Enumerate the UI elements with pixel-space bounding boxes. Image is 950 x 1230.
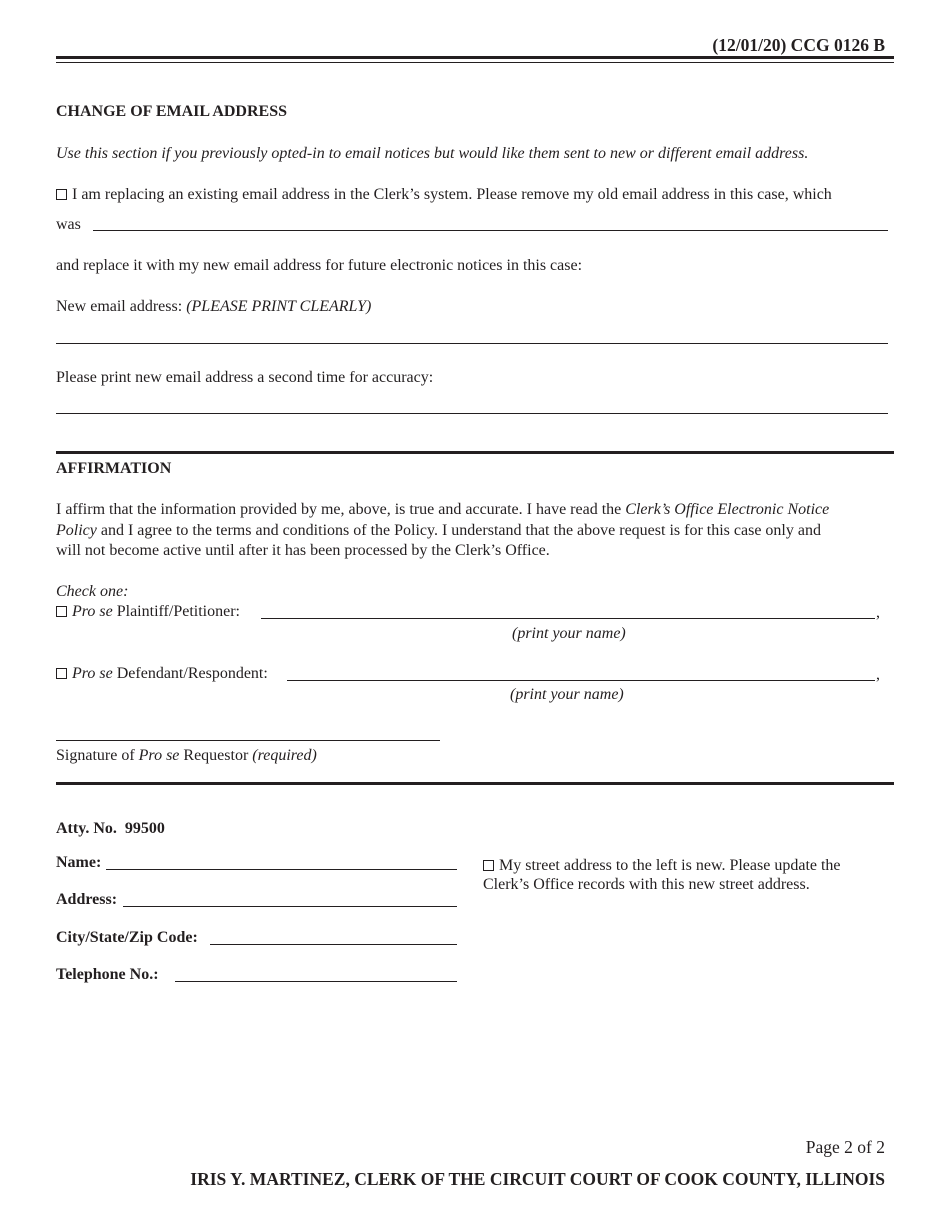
clerk-footer: IRIS Y. MARTINEZ, CLERK OF THE CIRCUIT COURT OF COOK COUNTY, ILLINOIS <box>190 1169 885 1189</box>
affirmation-text-part: and I agree to the terms and conditions of the Policy. I understand that the above request is for this case only and <box>96 521 821 539</box>
pro-se-label: Pro se <box>72 665 113 682</box>
signature-label-part: Pro se <box>138 747 180 764</box>
signature-label-part: Signature of <box>56 747 139 764</box>
plaintiff-row <box>56 604 240 620</box>
city-field[interactable] <box>210 944 457 945</box>
signature-label-part: (required) <box>252 747 317 764</box>
affirmation-text-part: will not become active until after it has been processed by the Clerk’s Office. <box>56 542 550 559</box>
atty-no-value: 99500 <box>124 820 165 837</box>
header-rule-thick <box>56 56 894 59</box>
was-label: was <box>56 216 81 233</box>
name-label: Name: <box>56 854 102 871</box>
name-field[interactable] <box>106 869 457 870</box>
section-rule-2 <box>56 782 894 785</box>
signature-label <box>56 748 317 764</box>
defendant-name-field[interactable] <box>287 680 875 681</box>
confirm-email-label: Please print new email address a second time for accuracy: <box>56 369 434 386</box>
replace-email-row <box>56 187 832 203</box>
policy-name-part: Clerk’s Office Electronic Notice <box>625 501 830 518</box>
street-address-text: My street address to the left is new. Please update the <box>499 857 841 874</box>
plaintiff-name-field[interactable] <box>261 618 875 619</box>
new-email-label-row <box>56 299 371 315</box>
city-label: City/State/Zip Code: <box>56 929 198 946</box>
signature-label-part: Requestor <box>179 747 253 764</box>
plaintiff-checkbox[interactable] <box>56 606 67 617</box>
change-email-instruction: Use this section if you previously opted-in to email notices but would like them sent to new or different email address. <box>56 145 809 162</box>
atty-no-row <box>56 821 165 837</box>
change-email-heading: CHANGE OF EMAIL ADDRESS <box>56 103 287 120</box>
replace-email-checkbox[interactable] <box>56 189 67 200</box>
address-field[interactable] <box>123 906 457 907</box>
section-rule-1 <box>56 451 894 454</box>
new-email-note: (PLEASE PRINT CLEARLY) <box>186 298 372 315</box>
defendant-print-hint: (print your name) <box>510 686 624 703</box>
telephone-label: Telephone No.: <box>56 966 159 983</box>
affirmation-text <box>56 500 901 562</box>
form-code: (12/01/20) CCG 0126 B <box>712 35 885 55</box>
atty-no-label: Atty. No. <box>56 820 117 837</box>
page-number: Page 2 of 2 <box>805 1137 885 1157</box>
check-one-label: Check one: <box>56 583 129 600</box>
replace-email-text: I am replacing an existing email address in the Clerk’s system. Please remove my old email address in this case, which <box>72 186 832 203</box>
address-label: Address: <box>56 891 118 908</box>
pro-se-label: Pro se <box>72 603 113 620</box>
new-email-label: New email address: <box>56 298 183 315</box>
signature-field[interactable] <box>56 740 440 741</box>
defendant-row <box>56 666 268 682</box>
street-address-text-2: Clerk’s Office records with this new street address. <box>483 876 810 893</box>
defendant-label: Defendant/Respondent: <box>112 665 268 682</box>
street-address-checkbox[interactable] <box>483 860 494 871</box>
old-email-field[interactable] <box>93 230 888 231</box>
defendant-comma: , <box>876 666 880 683</box>
plaintiff-label: Plaintiff/Petitioner: <box>112 603 240 620</box>
policy-name-part: Policy <box>56 521 97 539</box>
affirmation-text-part: I affirm that the information provided by me, above, is true and accurate. I have read the <box>56 501 626 518</box>
plaintiff-comma: , <box>876 604 880 621</box>
new-email-field[interactable] <box>56 343 888 344</box>
plaintiff-print-hint: (print your name) <box>512 625 626 642</box>
affirmation-heading: AFFIRMATION <box>56 460 172 477</box>
telephone-field[interactable] <box>175 981 457 982</box>
replace-with-text: and replace it with my new email address for future electronic notices in this case: <box>56 257 583 274</box>
defendant-checkbox[interactable] <box>56 668 67 679</box>
confirm-email-field[interactable] <box>56 413 888 414</box>
header-rule-thin <box>56 62 894 63</box>
street-address-row <box>483 858 841 874</box>
